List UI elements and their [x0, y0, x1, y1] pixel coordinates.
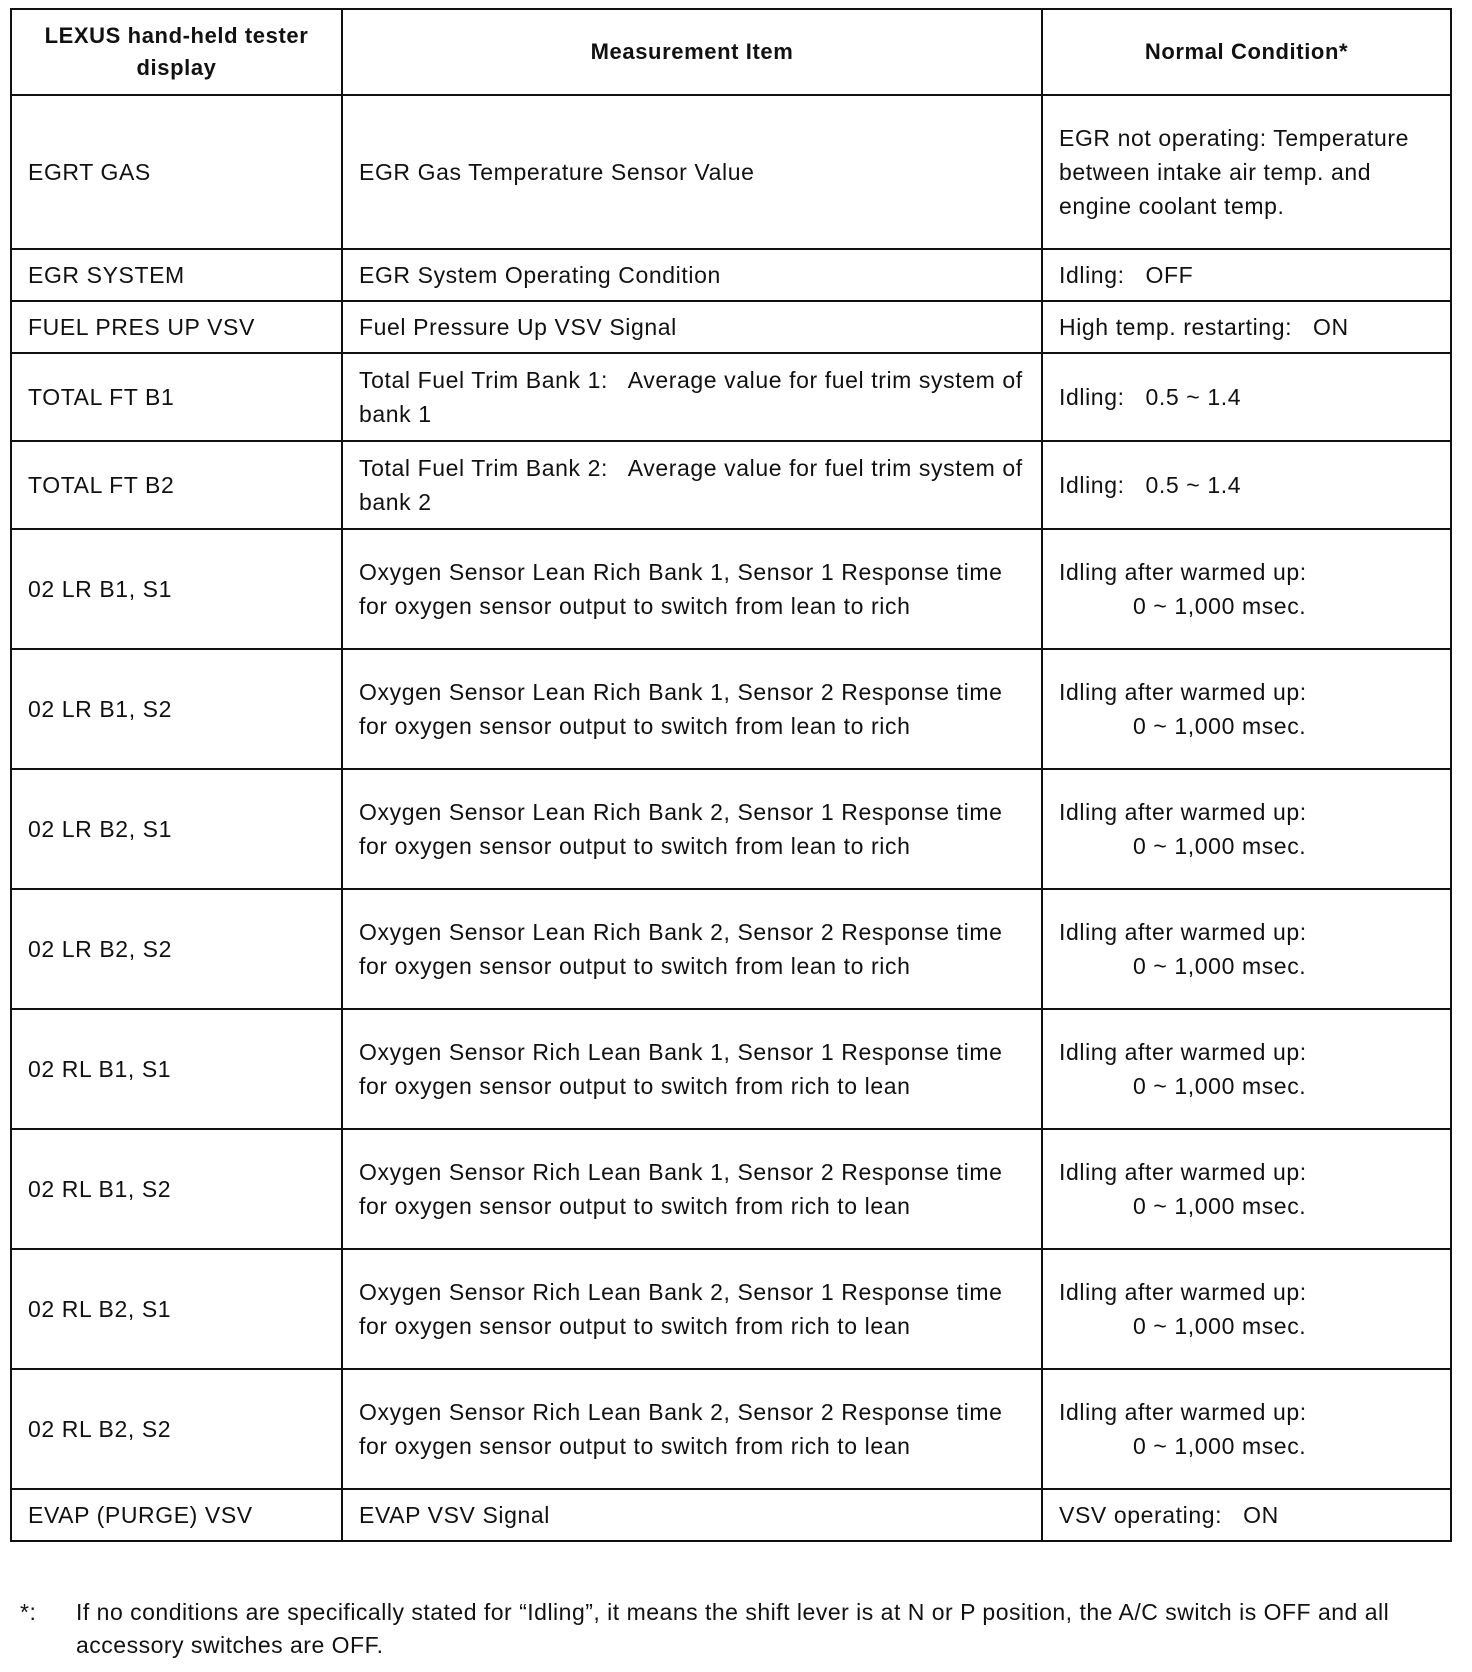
- condition-range: 0 ~ 1,000 msec.: [1133, 1433, 1307, 1459]
- table-row: [11, 889, 1451, 1009]
- cell-normal-condition: [1042, 1369, 1451, 1489]
- table-row: [11, 301, 1451, 353]
- cell-normal-condition: [1042, 1009, 1451, 1129]
- cell-measurement-item: Oxygen Sensor Lean Rich Bank 1, Sensor 2 Response time for oxygen sensor output to switch from lean to rich: [342, 649, 1042, 769]
- cell-tester-display: 02 RL B1, S1: [11, 1009, 342, 1129]
- condition-range: 0 ~ 1,000 msec.: [1133, 713, 1307, 739]
- footnote-marker: *:: [20, 1599, 37, 1625]
- table-row: [11, 1129, 1451, 1249]
- table-row: [11, 529, 1451, 649]
- cell-normal-condition: [1042, 1249, 1451, 1369]
- cell-tester-display: 02 RL B2, S2: [11, 1369, 342, 1489]
- cell-normal-condition: High temp. restarting: ON: [1042, 301, 1451, 353]
- cell-tester-display: EGR SYSTEM: [11, 249, 342, 301]
- table-row: [11, 441, 1451, 529]
- cell-normal-condition: [1042, 649, 1451, 769]
- condition-label: Idling after warmed up:: [1059, 1399, 1307, 1425]
- cell-measurement-item: EVAP VSV Signal: [342, 1489, 1042, 1541]
- condition-label: Idling after warmed up:: [1059, 1159, 1307, 1185]
- cell-measurement-item: Oxygen Sensor Lean Rich Bank 2, Sensor 2 Response time for oxygen sensor output to switch from lean to rich: [342, 889, 1042, 1009]
- cell-measurement-item: EGR System Operating Condition: [342, 249, 1042, 301]
- table-row: [11, 1009, 1451, 1129]
- cell-normal-condition: [1042, 529, 1451, 649]
- condition-label: Idling after warmed up:: [1059, 1279, 1307, 1305]
- condition-range: 0 ~ 1,000 msec.: [1133, 1313, 1307, 1339]
- table-row: [11, 95, 1451, 249]
- cell-measurement-item: Oxygen Sensor Lean Rich Bank 2, Sensor 1 Response time for oxygen sensor output to switch from lean to rich: [342, 769, 1042, 889]
- cell-normal-condition: [1042, 889, 1451, 1009]
- condition-label: Idling after warmed up:: [1059, 1039, 1307, 1065]
- cell-tester-display: 02 RL B2, S1: [11, 1249, 342, 1369]
- header-tester-display: LEXUS hand-held tester display: [11, 9, 342, 95]
- cell-normal-condition: [1042, 769, 1451, 889]
- header-normal-condition: Normal Condition*: [1042, 9, 1451, 95]
- cell-measurement-item: Total Fuel Trim Bank 2: Average value for fuel trim system of bank 2: [342, 441, 1042, 529]
- table-row: [11, 1489, 1451, 1541]
- header-measurement-item: Measurement Item: [342, 9, 1042, 95]
- cell-normal-condition: Idling: 0.5 ~ 1.4: [1042, 353, 1451, 441]
- cell-normal-condition: VSV operating: ON: [1042, 1489, 1451, 1541]
- condition-label: Idling after warmed up:: [1059, 559, 1307, 585]
- cell-tester-display: 02 RL B1, S2: [11, 1129, 342, 1249]
- condition-range: 0 ~ 1,000 msec.: [1133, 593, 1307, 619]
- cell-normal-condition: Idling: 0.5 ~ 1.4: [1042, 441, 1451, 529]
- condition-label: Idling after warmed up:: [1059, 799, 1307, 825]
- condition-label: Idling after warmed up:: [1059, 919, 1307, 945]
- condition-range: 0 ~ 1,000 msec.: [1133, 953, 1307, 979]
- cell-tester-display: 02 LR B1, S2: [11, 649, 342, 769]
- condition-range: 0 ~ 1,000 msec.: [1133, 1073, 1307, 1099]
- table-row: [11, 353, 1451, 441]
- cell-normal-condition: EGR not operating: Temperature between intake air temp. and engine coolant temp.: [1042, 95, 1451, 249]
- footnote: [20, 1596, 1460, 1662]
- cell-tester-display: EGRT GAS: [11, 95, 342, 249]
- table-header-row: [11, 9, 1451, 95]
- cell-tester-display: TOTAL FT B1: [11, 353, 342, 441]
- table-row: [11, 1249, 1451, 1369]
- cell-measurement-item: Oxygen Sensor Lean Rich Bank 1, Sensor 1 Response time for oxygen sensor output to switch from lean to rich: [342, 529, 1042, 649]
- cell-tester-display: TOTAL FT B2: [11, 441, 342, 529]
- condition-range: 0 ~ 1,000 msec.: [1133, 833, 1307, 859]
- cell-normal-condition: Idling: OFF: [1042, 249, 1451, 301]
- cell-measurement-item: EGR Gas Temperature Sensor Value: [342, 95, 1042, 249]
- table-row: [11, 649, 1451, 769]
- table-row: [11, 249, 1451, 301]
- condition-label: Idling after warmed up:: [1059, 679, 1307, 705]
- cell-tester-display: 02 LR B2, S1: [11, 769, 342, 889]
- cell-measurement-item: Fuel Pressure Up VSV Signal: [342, 301, 1042, 353]
- condition-range: 0 ~ 1,000 msec.: [1133, 1193, 1307, 1219]
- cell-tester-display: 02 LR B2, S2: [11, 889, 342, 1009]
- cell-tester-display: EVAP (PURGE) VSV: [11, 1489, 342, 1541]
- footnote-text: If no conditions are specifically stated for “Idling”, it means the shift lever is at N or P position, the A/C switch is OFF and all accessory switches are OFF.: [76, 1599, 1390, 1658]
- cell-normal-condition: [1042, 1129, 1451, 1249]
- cell-measurement-item: Oxygen Sensor Rich Lean Bank 1, Sensor 2 Response time for oxygen sensor output to switch from rich to lean: [342, 1129, 1042, 1249]
- tester-data-table: [10, 8, 1452, 1542]
- cell-measurement-item: Oxygen Sensor Rich Lean Bank 2, Sensor 1 Response time for oxygen sensor output to switch from rich to lean: [342, 1249, 1042, 1369]
- cell-tester-display: 02 LR B1, S1: [11, 529, 342, 649]
- cell-measurement-item: Total Fuel Trim Bank 1: Average value for fuel trim system of bank 1: [342, 353, 1042, 441]
- table-row: [11, 1369, 1451, 1489]
- cell-tester-display: FUEL PRES UP VSV: [11, 301, 342, 353]
- table-row: [11, 769, 1451, 889]
- cell-measurement-item: Oxygen Sensor Rich Lean Bank 2, Sensor 2 Response time for oxygen sensor output to switch from rich to lean: [342, 1369, 1042, 1489]
- cell-measurement-item: Oxygen Sensor Rich Lean Bank 1, Sensor 1 Response time for oxygen sensor output to switch from rich to lean: [342, 1009, 1042, 1129]
